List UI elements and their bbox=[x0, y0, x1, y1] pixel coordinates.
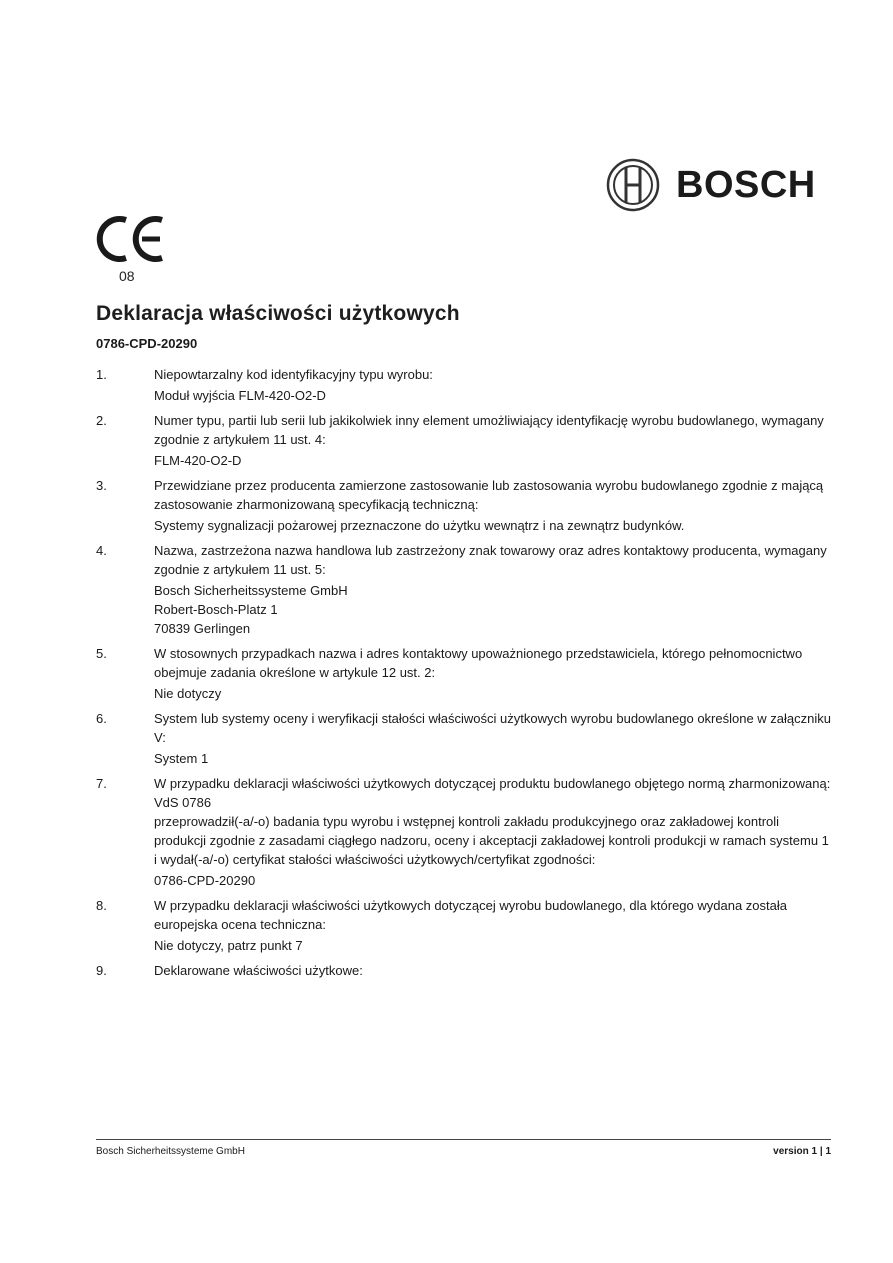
footer-company: Bosch Sicherheitssysteme GmbH bbox=[96, 1146, 245, 1157]
certificate-code: 0786-CPD-20290 bbox=[96, 336, 198, 351]
list-item bbox=[96, 411, 831, 472]
footer-divider bbox=[96, 1139, 831, 1140]
bosch-armature-icon bbox=[606, 158, 660, 212]
item-number: 7. bbox=[96, 776, 107, 791]
item-answer: Nie dotyczy bbox=[154, 686, 222, 701]
footer-version: version 1 | 1 bbox=[773, 1146, 831, 1157]
page-title: Deklaracja właściwości użytkowych bbox=[96, 302, 460, 325]
item-answer: 0786-CPD-20290 bbox=[154, 873, 256, 888]
item-answer: Bosch Sicherheitssysteme GmbH Robert-Bosch-Platz 1 70839 Gerlingen bbox=[154, 583, 348, 636]
item-question: Deklarowane właściwości użytkowe: bbox=[154, 963, 363, 978]
list-item bbox=[96, 774, 831, 892]
item-question: W stosownych przypadkach nazwa i adres kontaktowy upoważnionego przedstawiciela, którego pełnomocnictwo obejmuje zadania określone w artykule 12 ust. 2: bbox=[154, 646, 803, 680]
item-answer: System 1 bbox=[154, 751, 209, 766]
list-item bbox=[96, 365, 831, 407]
list-item bbox=[96, 896, 831, 957]
item-number: 8. bbox=[96, 898, 107, 913]
item-number: 6. bbox=[96, 711, 107, 726]
item-number: 5. bbox=[96, 646, 107, 661]
ce-mark-icon bbox=[96, 214, 168, 264]
item-number: 4. bbox=[96, 543, 107, 558]
item-question: Nazwa, zastrzeżona nazwa handlowa lub zastrzeżony znak towarowy oraz adres kontaktowy producenta, wymagany zgodnie z artykułem 11 ust. 5: bbox=[154, 543, 827, 577]
list-item bbox=[96, 541, 831, 640]
bosch-logo bbox=[606, 157, 836, 213]
item-question: W przypadku deklaracji właściwości użytkowych dotyczącej produktu budowlanego objętego normą zharmonizowaną: VdS 0786 przeprowadził(-a/-o) badania typu wyrobu i wstępnej kontroli zakładu produkcyjnego oraz zakładowej kontroli produkcji zgodnie z zasadami ciągłego nadzoru, oceny i akceptacji zakładowej kontroli produkcji w ramach systemu 1 i wydał(-a/-o) certyfikat stałości właściwości użytkowych/certyfikat zgodności: bbox=[154, 776, 831, 867]
item-question: Niepowtarzalny kod identyfikacyjny typu wyrobu: bbox=[154, 367, 433, 382]
brand-wordmark: BOSCH bbox=[676, 163, 816, 206]
item-number: 2. bbox=[96, 413, 107, 428]
item-answer: FLM-420-O2-D bbox=[154, 453, 242, 468]
list-item bbox=[96, 476, 831, 537]
item-question: Numer typu, partii lub serii lub jakikolwiek inny element umożliwiający identyfikację wyrobu budowlanego, wymagany zgodnie z artykułem 11 ust. 4: bbox=[154, 413, 824, 447]
item-number: 9. bbox=[96, 963, 107, 978]
list-item bbox=[96, 709, 831, 770]
declaration-list bbox=[96, 365, 831, 986]
list-item bbox=[96, 961, 831, 982]
item-answer: Systemy sygnalizacji pożarowej przeznaczone do użytku wewnątrz i na zewnątrz budynków. bbox=[154, 518, 685, 533]
item-question: W przypadku deklaracji właściwości użytkowych dotyczącej wyrobu budowlanego, dla którego wydana została europejska ocena techniczna: bbox=[154, 898, 787, 932]
item-number: 3. bbox=[96, 478, 107, 493]
item-answer: Moduł wyjścia FLM-420-O2-D bbox=[154, 388, 326, 403]
item-answer: Nie dotyczy, patrz punkt 7 bbox=[154, 938, 303, 953]
item-question: System lub systemy oceny i weryfikacji stałości właściwości użytkowych wyrobu budowlanego określone w załączniku V: bbox=[154, 711, 831, 745]
list-item bbox=[96, 644, 831, 705]
ce-mark bbox=[96, 214, 168, 269]
item-question: Przewidziane przez producenta zamierzone zastosowanie lub zastosowania wyrobu budowlanego zgodnie z mającą zastosowanie zharmonizowaną specyfikacją techniczną: bbox=[154, 478, 824, 512]
ce-number: 08 bbox=[119, 268, 135, 284]
item-number: 1. bbox=[96, 367, 107, 382]
